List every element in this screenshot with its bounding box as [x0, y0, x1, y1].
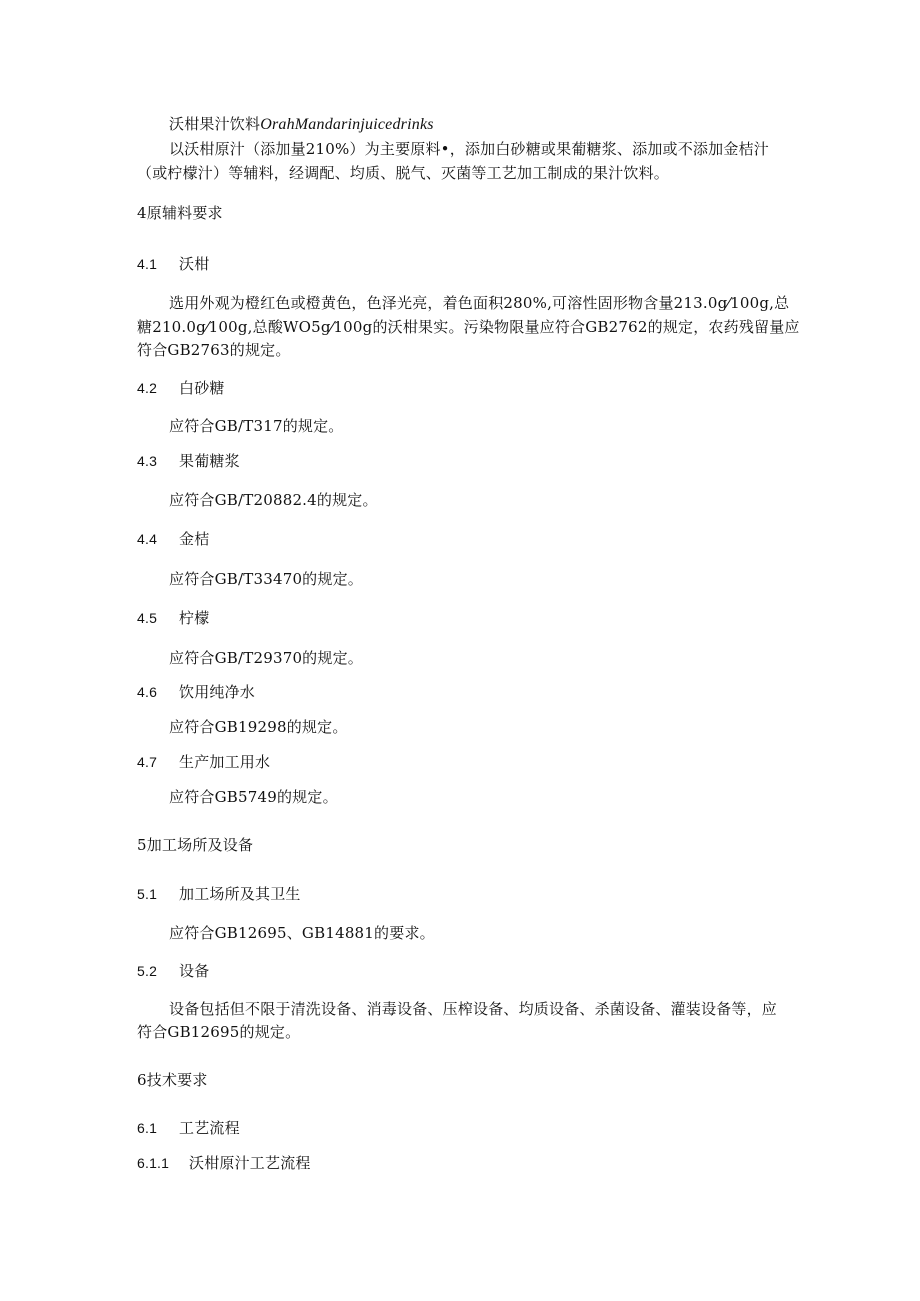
section-4-1-number: 4.1: [137, 256, 158, 272]
section-4-heading: 4原辅料要求: [137, 204, 223, 222]
section-6-1-1-title: 沃柑原汁工艺流程: [189, 1154, 311, 1172]
section-4-5-title: 柠檬: [179, 609, 210, 627]
section-4-1-line-2: 糖210.0g⁄100g,总酸WO5g⁄100g的沃柑果实。污染物限量应符合GB2762的规定，农药残留量应: [137, 318, 800, 336]
section-4-3-number: 4.3: [137, 453, 158, 469]
section-4-1-line-3: 符合GB2763的规定。: [137, 341, 291, 359]
section-5-1-heading: [137, 884, 301, 904]
section-4-1-heading: [137, 254, 209, 274]
section-4-5-heading: [137, 608, 209, 628]
definition-term: [169, 114, 434, 135]
section-4-4-title: 金桔: [179, 530, 210, 548]
section-4-7-heading: [137, 752, 270, 772]
section-5-1-title: 加工场所及其卫生: [179, 885, 301, 903]
section-4-4-number: 4.4: [137, 531, 158, 547]
section-6-1-1-heading: [137, 1153, 311, 1173]
section-5-1-number: 5.1: [137, 886, 158, 902]
section-5-heading: 5加工场所及设备: [137, 836, 254, 854]
section-4-6-title: 饮用纯净水: [179, 683, 256, 701]
section-4-2-body: 应符合GB/T317的规定。: [169, 417, 344, 435]
section-4-2-title: 白砂糖: [179, 379, 225, 397]
definition-line-2: （或柠檬汁）等辅料，经调配、均质、脱气、灭菌等工艺加工制成的果汁饮料。: [137, 164, 670, 182]
section-6-heading: 6技术要求: [137, 1071, 208, 1089]
section-4-2-heading: [137, 378, 225, 398]
section-5-2-heading: [137, 961, 209, 981]
section-4-3-body: 应符合GB/T20882.4的规定。: [169, 491, 378, 509]
section-4-1-title: 沃柑: [179, 255, 210, 273]
section-4-7-title: 生产加工用水: [179, 753, 271, 771]
definition-line-1: 以沃柑原汁（添加量210%）为主要原料•，添加白砂糖或果葡糖浆、添加或不添加金桔汁: [169, 140, 769, 158]
section-5-2-line-2: 符合GB12695的规定。: [137, 1023, 301, 1041]
section-4-3-title: 果葡糖浆: [179, 452, 240, 470]
section-4-7-body: 应符合GB5749的规定。: [169, 788, 338, 806]
section-6-1-1-number: 6.1.1: [137, 1155, 170, 1171]
section-4-1-line-1: 选用外观为橙红色或橙黄色，色泽光亮，着色面积280%,可溶性固形物含量213.0g⁄100g,总: [169, 294, 790, 312]
section-5-2-line-1: 设备包括但不限于清洗设备、消毒设备、压榨设备、均质设备、杀菌设备、灌装设备等，应: [169, 1000, 778, 1018]
section-6-1-title: 工艺流程: [179, 1119, 240, 1137]
section-6-1-heading: [137, 1118, 240, 1138]
definition-term-en: OrahMandarinjuicedrinks: [260, 116, 434, 133]
section-4-4-heading: [137, 529, 209, 549]
section-5-2-title: 设备: [179, 962, 210, 980]
section-4-5-number: 4.5: [137, 610, 158, 626]
section-4-6-heading: [137, 682, 255, 702]
section-5-2-number: 5.2: [137, 963, 158, 979]
section-4-6-number: 4.6: [137, 684, 158, 700]
definition-term-cn: 沃柑果汁饮料: [169, 115, 261, 133]
section-4-2-number: 4.2: [137, 380, 158, 396]
section-4-7-number: 4.7: [137, 754, 158, 770]
section-4-4-body: 应符合GB/T33470的规定。: [169, 570, 363, 588]
section-5-1-body: 应符合GB12695、GB14881的要求。: [169, 924, 435, 942]
section-4-3-heading: [137, 451, 240, 471]
section-4-6-body: 应符合GB19298的规定。: [169, 718, 348, 736]
section-4-5-body: 应符合GB/T29370的规定。: [169, 649, 363, 667]
section-6-1-number: 6.1: [137, 1120, 158, 1136]
